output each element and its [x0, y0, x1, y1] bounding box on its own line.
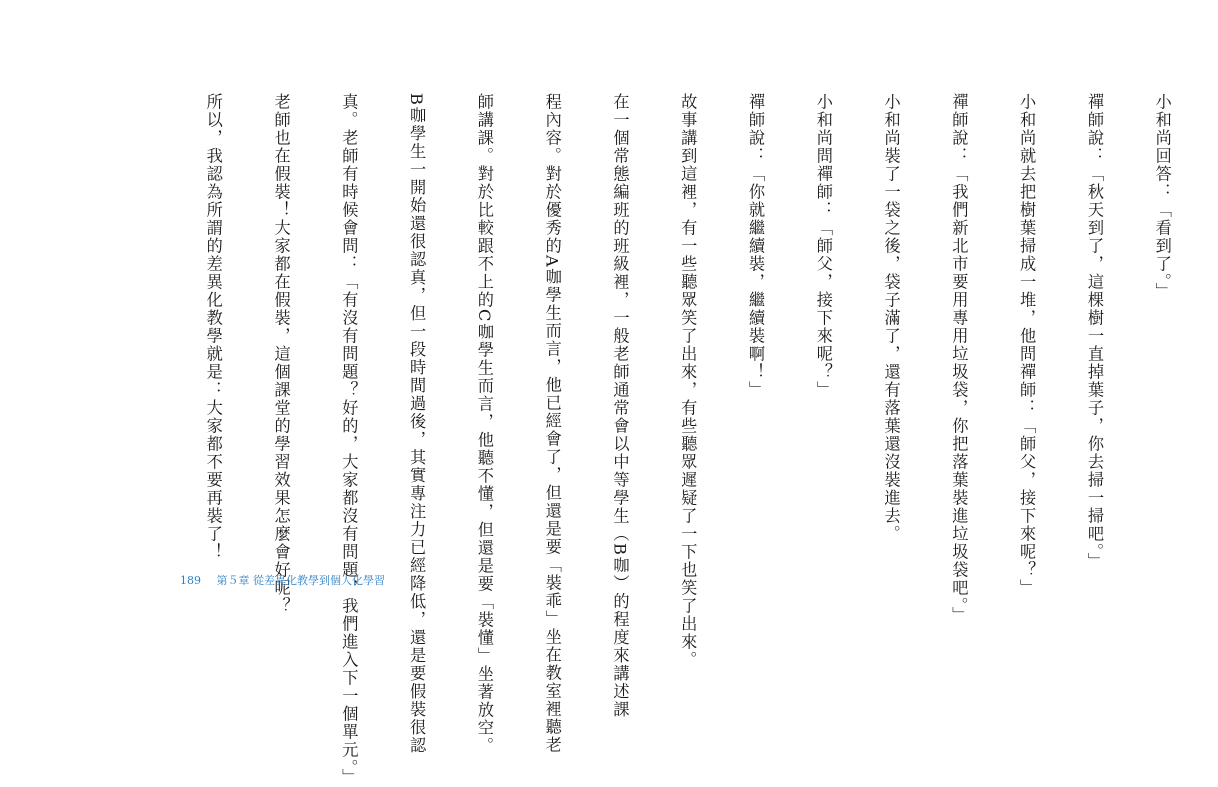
text-line: 小和尚裝了一袋之後，袋子滿了，還有落葉還沒裝進去。 — [881, 93, 901, 543]
text-line: 在一個常態編班的班級裡，一般老師通常會以中等學生（B咖）的程度來講述課 — [610, 93, 630, 719]
text-line: 禪師說：「我們新北市要用專用垃圾袋，你把落葉裝進垃圾袋吧。」 — [949, 93, 969, 625]
page-number: 189 — [180, 574, 201, 587]
text-line: 禪師說：「秋天到了，這棵樹一直掉葉子，你去掃一掃吧。」 — [1084, 93, 1104, 571]
page-footer — [180, 572, 385, 588]
text-line: 真。老師有時候會問：「有沒有問題？好的，大家都沒有問題，我們進入下一個單元。」 — [339, 93, 359, 787]
text-line: 小和尚問禪師：「師父，接下來呢？」 — [813, 93, 833, 399]
text-line: 所以，我認為所謂的差異化教學就是：大家都不要再裝了！ — [203, 93, 223, 561]
text-line: 小和尚回答：「看到了。」 — [1152, 93, 1172, 301]
text-line: 老師也在假裝！大家都在假裝，這個課堂的學習效果怎麼會好呢？ — [271, 93, 291, 615]
text-line: B咖學生一開始還很認真，但一段時間過後，其實專注力已經降低，還是要假裝很認 — [407, 93, 427, 755]
text-line: 禪師說：「你就繼續裝，繼續裝啊！」 — [746, 93, 766, 399]
text-line: 故事講到這裡，有一些聽眾笑了出來，有些聽眾遲疑了一下也笑了出來。 — [678, 93, 698, 669]
text-line: 小和尚就去把樹葉掃成一堆，他問禪師：「師父，接下來呢？」 — [1017, 93, 1037, 597]
text-line: 師講課。對於比較跟不上的C咖學生而言，他聽不懂，但還是要「裝懂」坐著放空。 — [474, 93, 494, 756]
chapter-title: 第５章 從差異化教學到個人化學習 — [216, 574, 385, 587]
text-line: 程內容。對於優秀的A咖學生而言，他已經會了，但還是要「裝乖」坐在教室裡聽老 — [542, 93, 562, 755]
